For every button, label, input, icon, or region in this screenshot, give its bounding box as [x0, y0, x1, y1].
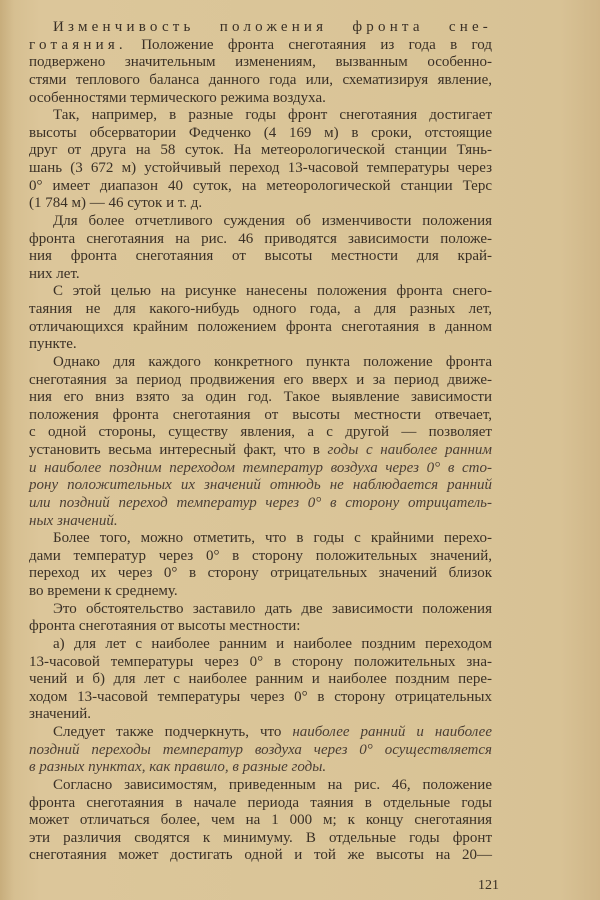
text-segment: снеготаяния может достигать одной и той же высоты на 20— [29, 847, 492, 864]
text-segment: Положение фронта снеготаяния из года в год [126, 36, 492, 53]
spaced-heading-text: готаяния. [29, 36, 127, 53]
italic-text: рону положительных их значений отнюдь не наблюдается ранний [29, 477, 492, 494]
italic-text: наиболее ранний и наиболее [292, 724, 492, 740]
text-line [29, 495, 492, 513]
text-segment: Согласно зависимостям, приведенным на рис. 46, положение [53, 776, 492, 793]
text-line [29, 706, 492, 724]
text-line [29, 812, 492, 830]
text-segment: эти различия сводятся к минимуму. В отдельные годы фронт [29, 829, 492, 846]
italic-text: ных значений. [29, 512, 118, 529]
text-line [29, 795, 492, 813]
text-segment: фронта снеготаяния на рис. 46 приводятся зависимости положе- [29, 230, 492, 247]
text-line [29, 301, 492, 319]
text-segment: Так, например, в разные годы фронт снеготаяния достигает [53, 107, 492, 124]
text-segment: особенностями термического режима воздуха. [29, 89, 326, 106]
text-line [29, 195, 492, 213]
text-line [29, 37, 492, 55]
text-segment: отличающихся крайним положением фронта снеготаяния в данном [29, 318, 492, 335]
text-line [29, 847, 492, 865]
text-line [29, 231, 492, 249]
italic-text: и наиболее поздним переходом температур воздуха через 0° в сто- [29, 459, 492, 476]
text-line [29, 442, 492, 460]
text-segment: ходом 13-часовой температуры через 0° в сторону отрицательных [29, 688, 492, 705]
text-line [29, 724, 492, 742]
text-line [29, 336, 492, 354]
text-segment: значений. [29, 706, 92, 723]
text-segment: положения фронта снеготаяния от высоты местности отвечает, [29, 406, 492, 423]
text-segment: (1 784 м) — 46 суток и т. д. [29, 195, 203, 212]
text-line [29, 354, 492, 372]
text-line [29, 407, 492, 425]
text-line [29, 530, 492, 548]
text-segment: стями теплового баланса данного года или, схематизируя явление, [29, 71, 492, 88]
text-segment: во времени к среднему. [29, 583, 178, 599]
italic-text: годы с наиболее ранним [327, 442, 492, 458]
text-line [29, 583, 492, 601]
text-line [29, 19, 492, 37]
text-line [29, 389, 492, 407]
text-line [29, 283, 492, 301]
text-segment: С этой целью на рисунке нанесены положения фронта снего- [53, 283, 492, 300]
text-line [29, 548, 492, 566]
text-segment: может отличаться более, чем на 1 000 м; к концу снеготаяния [29, 812, 492, 829]
spaced-heading-text: Изменчивость положения фронта сне- [53, 19, 492, 35]
text-segment: друг от друга на 58 суток. На метеорологической станции Тянь- [29, 142, 492, 159]
text-segment: Для более отчетливого суждения об изменчивости положения [53, 212, 492, 229]
text-segment: пункте. [29, 336, 77, 353]
text-line [29, 142, 492, 160]
text-segment: установить весьма интересный факт, что в [29, 442, 328, 458]
italic-text: поздний переходы температур воздуха через 0° осуществляется [29, 741, 492, 758]
text-line [29, 372, 492, 390]
text-line [29, 830, 492, 848]
text-line [29, 266, 492, 284]
text-line [29, 248, 492, 266]
text-segment: таяния не для какого-нибудь одного года, а для разных лет, [29, 301, 492, 317]
text-segment: высоты обсерватории Федченко (4 169 м) в сроки, отстоящие [29, 124, 492, 141]
text-line [29, 477, 492, 495]
text-segment: Однако для каждого конкретного пункта положение фронта [53, 353, 492, 370]
page-body-text [29, 19, 492, 865]
text-line [29, 125, 492, 143]
text-line [29, 160, 492, 178]
text-segment: Следует также подчеркнуть, что [53, 724, 293, 740]
text-line [29, 319, 492, 337]
italic-text: или поздний переход температур через 0° в сторону отрицатель- [29, 494, 492, 511]
text-line [29, 601, 492, 619]
text-line [29, 213, 492, 231]
text-segment: дами температур через 0° в сторону положительных значений, [29, 547, 492, 564]
page-number: 121 [478, 878, 499, 893]
text-segment: переход их через 0° в сторону отрицательных значений близок [29, 565, 492, 582]
text-segment: фронта снеготаяния от высоты местности: [29, 618, 301, 635]
text-line [29, 636, 492, 654]
text-line [29, 107, 492, 125]
text-segment: подвержено значительным изменениям, вызванным особенно- [29, 54, 492, 71]
text-line [29, 565, 492, 583]
text-line [29, 689, 492, 707]
text-segment: с одной стороны, существу явления, а с другой — позволяет [29, 424, 492, 441]
text-segment: чений и б) для лет с наиболее ранним и наиболее поздним пере- [29, 671, 492, 688]
text-segment: 0° имеет диапазон 40 суток, на метеорологической станции Терс [29, 177, 492, 194]
text-segment: а) для лет с наиболее ранним и наиболее поздним переходом [53, 635, 492, 652]
text-segment: снеготаяния за период продвижения его вверх и за период движе- [29, 371, 492, 388]
text-line [29, 618, 492, 636]
text-line [29, 742, 492, 760]
text-line [29, 513, 492, 531]
text-segment: Более того, можно отметить, что в годы с крайними перехо- [53, 530, 492, 547]
italic-text: в разных пунктах, как правило, в разные годы. [29, 759, 327, 776]
text-line [29, 54, 492, 72]
text-line [29, 72, 492, 90]
text-line [29, 654, 492, 672]
text-line [29, 671, 492, 689]
text-segment: фронта снеготаяния в начале периода таяния в отдельные годы [29, 794, 492, 811]
text-line [29, 178, 492, 196]
text-line [29, 424, 492, 442]
text-line [29, 90, 492, 108]
text-segment: них лет. [29, 265, 80, 282]
text-line [29, 460, 492, 478]
text-segment: Это обстоятельство заставило дать две зависимости положения [53, 600, 492, 617]
text-line [29, 759, 492, 777]
text-line [29, 777, 492, 795]
text-segment: ния его вниз взято за один год. Такое выявление зависимости [29, 389, 492, 406]
text-segment: ния фронта снеготаяния от высоты местности для край- [29, 248, 492, 265]
text-segment: шань (3 672 м) устойчивый переход 13-часовой температуры через [29, 160, 492, 176]
text-segment: 13-часовой температуры через 0° в сторону положительных зна- [29, 653, 492, 670]
